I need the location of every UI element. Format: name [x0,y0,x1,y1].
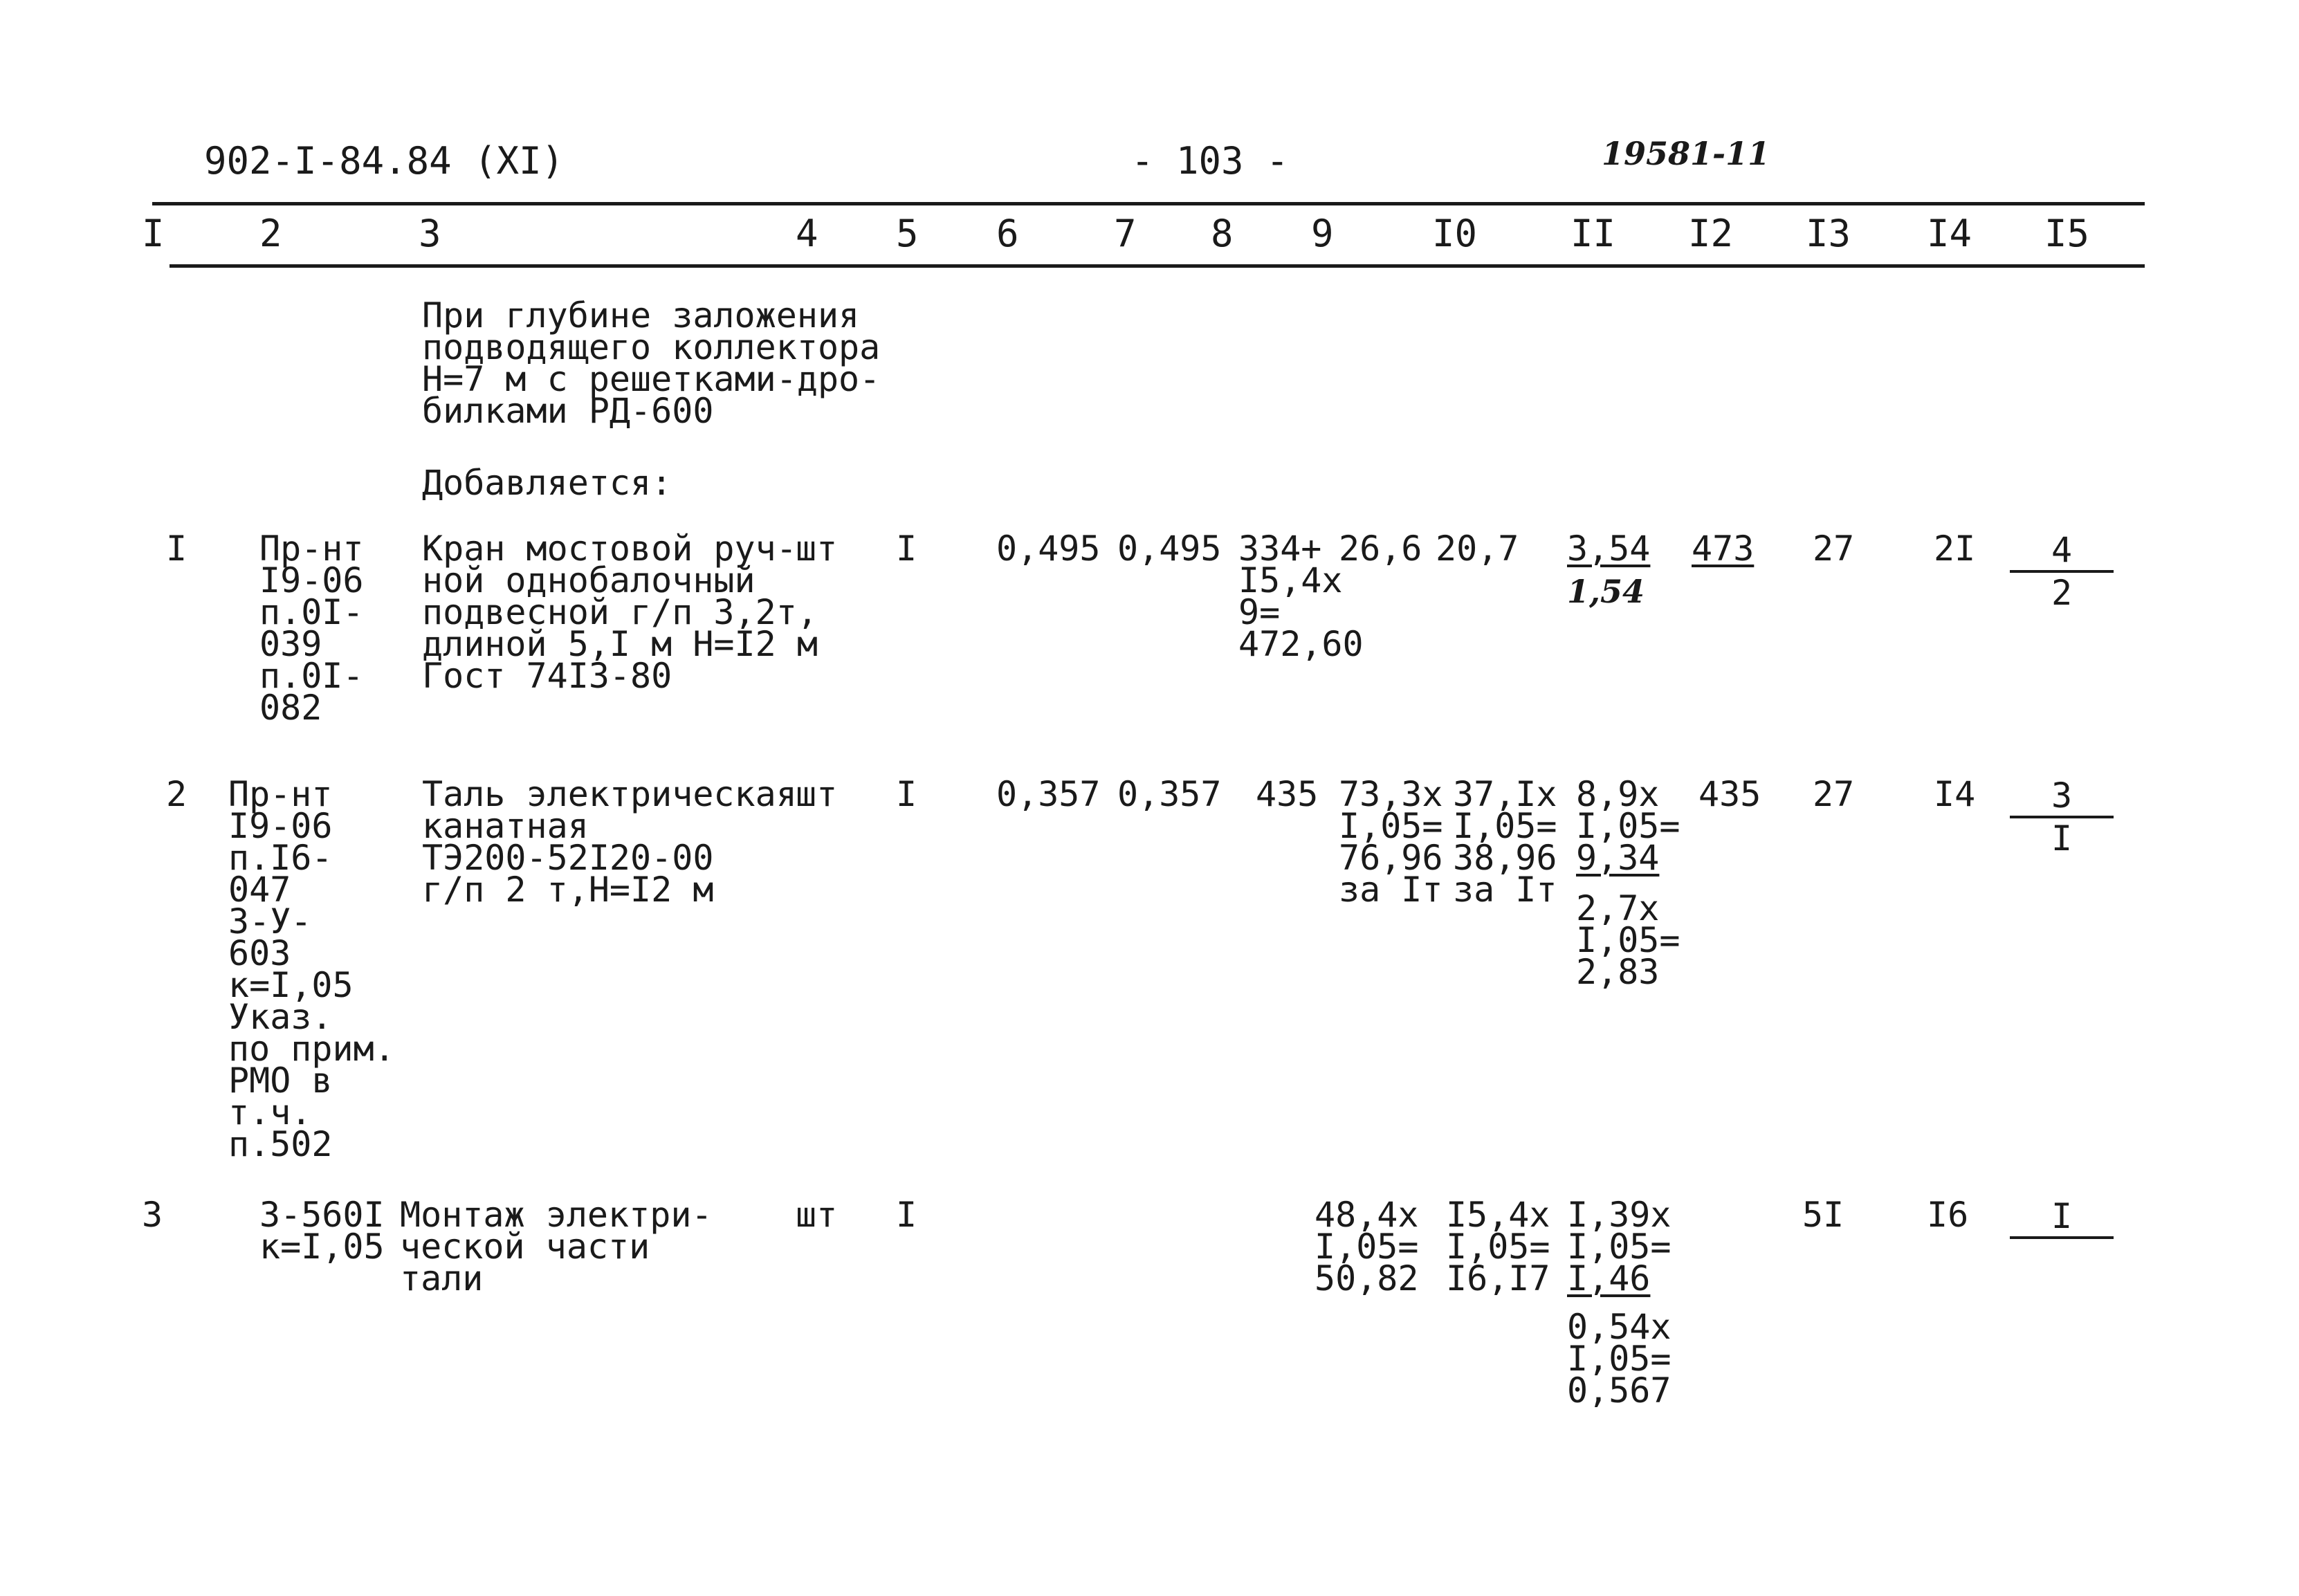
fraction-numerator: I [2051,1196,2073,1236]
page-number: - 103 - [1131,139,1289,183]
fraction-numerator: 3 [2051,776,2073,816]
fraction-denominator: I [2051,818,2073,859]
column-header: 7 [1114,212,1137,255]
row-col11-bottom: 1,54 [1567,573,1645,610]
row-col7: 0,495 [1117,529,1222,569]
row-col6: 0,357 [996,774,1101,814]
row-number: 3 [142,1195,163,1235]
row-col12: 435 [1698,774,1761,814]
row-col11-top-result: 9,34 [1576,838,1660,878]
row-number: I [166,529,187,569]
row-name: Монтаж электри- ческой части тали [400,1195,713,1299]
column-header: 6 [996,212,1019,255]
row-col11-top: 8,9х I,05= [1576,774,1680,846]
row-col6: 0,495 [996,529,1101,569]
row-col12: 473 [1692,529,1755,569]
row-col11-top: 3,54 [1567,529,1651,569]
column-header: 3 [419,212,441,255]
row-code: 3-560I к=I,05 [259,1195,385,1267]
row-col14: I6 [1927,1195,1969,1235]
row-name: Таль электрическая канатная ТЭ200-52I20-00 г/п 2 т,Н=I2 м [422,774,797,910]
row-col14: 2I [1934,529,1976,569]
row-col7: 0,357 [1117,774,1222,814]
fraction-numerator: 4 [2051,530,2073,570]
row-col10: 20,7 [1436,529,1519,569]
handwritten-number: 19581-11 [1602,135,1770,172]
column-header: 2 [259,212,282,255]
document-code: 902-I-84.84 (XI) [204,139,565,183]
row-col9: 73,3х I,05= 76,96 за Iт [1339,774,1443,910]
row-col13: 27 [1813,529,1855,569]
row-col9: 48,4х I,05= 50,82 [1315,1195,1419,1299]
column-header: I5 [2044,212,2090,255]
row-col11-bottom: 2,7х I,05= 2,83 [1576,888,1680,992]
row-code: Пр-нт I9-06 п.0I- 039 п.0I- 082 [259,529,364,728]
row-col10: I5,4х I,05= I6,I7 [1446,1195,1550,1299]
top-rule [152,202,2145,205]
row-unit: шт [796,774,838,814]
row-col11-bottom: 0,54х I,05= 0,567 [1567,1307,1671,1411]
header-bottom-rule [170,264,2145,268]
section-title: При глубине заложения подводящего коллектора Н=7 м с решетками-дро- билками РД-600 [422,295,881,431]
row-col11-top-result: I,46 [1567,1258,1651,1299]
column-header: 5 [896,212,919,255]
column-header: I4 [1927,212,1972,255]
row-qty: I [896,529,917,569]
row-col15-fraction [2010,530,2114,613]
row-col13: 27 [1813,774,1855,814]
fraction-bar [2010,1236,2114,1239]
row-col14: I4 [1934,774,1976,814]
fraction-denominator: 2 [2051,573,2073,613]
row-number: 2 [166,774,187,814]
row-unit: шт [796,1195,838,1235]
row-unit: шт [796,529,838,569]
column-header: I3 [1806,212,1851,255]
row-col10: 37,Iх I,05= 38,96 за Iт [1453,774,1557,910]
row-col8: 334+ I5,4х 9= 472,60 [1238,529,1364,664]
column-header: I0 [1432,212,1478,255]
row-col13: 5I [1802,1195,1844,1235]
column-header: 8 [1211,212,1234,255]
row-col9: 26,6 [1339,529,1422,569]
column-header: 4 [796,212,818,255]
column-header: I2 [1688,212,1734,255]
column-header: 9 [1311,212,1334,255]
row-code: Пр-нт I9-06 п.I6- 047 3-У- 603 к=I,05 Указ. по прим. РМО в т.ч. п.502 [228,774,395,1164]
column-header: II [1570,212,1616,255]
row-qty: I [896,774,917,814]
column-header: I [142,212,165,255]
row-col8: 435 [1256,774,1319,814]
row-col11-top: I,39х I,05= [1567,1195,1671,1267]
row-col15-fraction [2010,776,2114,859]
row-qty: I [896,1195,917,1235]
row-col15-fraction [2010,1196,2114,1242]
row-name: Кран мостовой руч- ной однобалочный подвесной г/п 3,2т, длиной 5,I м Н=I2 м Гост 74I3-80 [422,529,818,696]
section-subtitle: Добавляется: [422,463,672,503]
